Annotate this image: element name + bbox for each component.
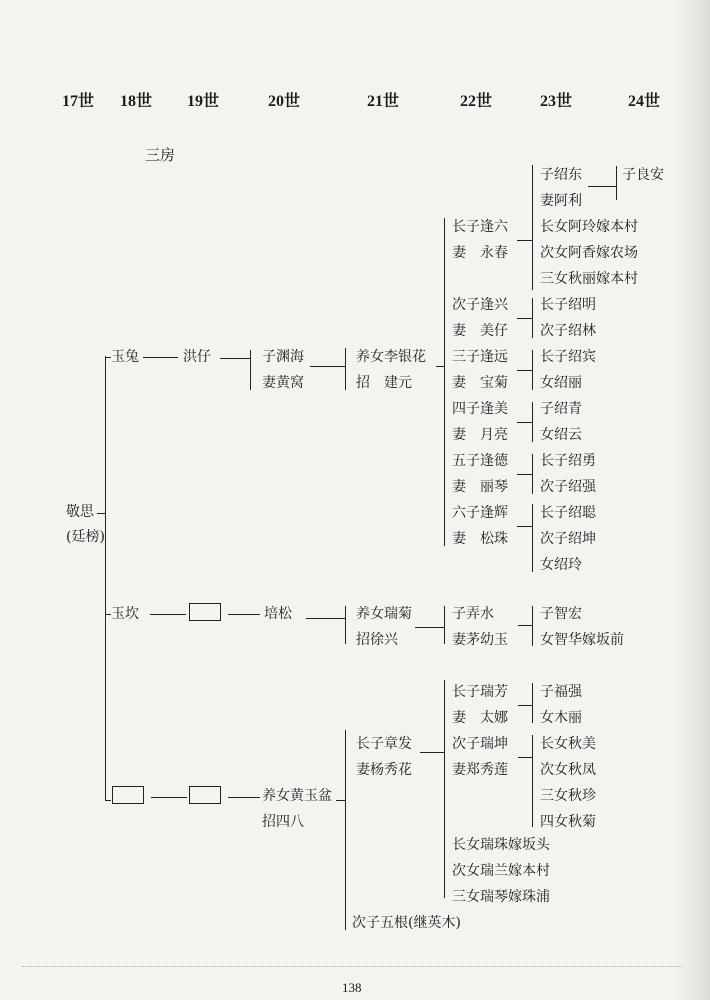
branch2-g22-wife: 妻茅幼玉 bbox=[452, 632, 508, 648]
b1-g23-s1-d1: 长女阿玲嫁本村 bbox=[540, 219, 638, 235]
branch3-stub bbox=[105, 800, 111, 801]
b1-g23-s4-b: 女绍云 bbox=[540, 427, 582, 443]
branch1-g21-husband: 招 建元 bbox=[356, 375, 412, 391]
branch1-g20-bracket bbox=[250, 350, 251, 390]
b1-son6: 六子逢辉 bbox=[452, 505, 508, 521]
b1-son1: 长子逢六 bbox=[452, 219, 508, 235]
b1-g23-s6-a: 长子绍聪 bbox=[540, 505, 596, 521]
branch1-line-19-20 bbox=[220, 358, 250, 359]
branch1-g18: 玉兔 bbox=[111, 349, 139, 365]
b1-g23-s3-b: 女绍丽 bbox=[540, 375, 582, 391]
branch2-line-20-21 bbox=[306, 618, 345, 619]
b3-son1-children-bracket bbox=[532, 683, 533, 723]
root-alias: (廷榜) bbox=[66, 529, 105, 545]
branch2-g23-son: 子智宏 bbox=[540, 606, 582, 622]
gen-24-label: 24世 bbox=[628, 93, 661, 110]
branch2-g22-bracket bbox=[444, 606, 445, 644]
page-binding-shadow bbox=[674, 0, 710, 1000]
branch3-line-20-21 bbox=[336, 800, 345, 801]
gen-20-label: 20世 bbox=[268, 93, 301, 110]
branch1-g20-son: 子渊海 bbox=[262, 349, 304, 365]
b1-son4-wife: 妻 月亮 bbox=[452, 427, 508, 443]
branch1-g21-daughter: 养女李银花 bbox=[356, 349, 426, 365]
b1-son3-children-bracket bbox=[532, 350, 533, 390]
branch3-g18-blank-box bbox=[112, 786, 144, 804]
gen-17-label: 17世 bbox=[62, 93, 95, 110]
b1-son5-connector bbox=[517, 474, 532, 475]
branch2-g19-blank-box bbox=[189, 603, 221, 621]
b1-g23-s6-c: 女绍玲 bbox=[540, 557, 582, 573]
page-number: 138 bbox=[342, 980, 362, 995]
branch3-g22-bracket bbox=[444, 680, 445, 898]
root-vertical-line bbox=[105, 356, 106, 801]
b1-son4: 四子逢美 bbox=[452, 401, 508, 417]
branch3-g21-bracket bbox=[345, 730, 346, 930]
b3-g23-d: 次女秋凤 bbox=[540, 762, 596, 778]
b3-g23-f: 四女秋菊 bbox=[540, 814, 596, 830]
branch-title: 三房 bbox=[145, 146, 176, 164]
branch2-g21-daughter: 养女瑞菊 bbox=[356, 606, 412, 622]
b1-son3-wife: 妻 宝菊 bbox=[452, 375, 508, 391]
branch1-g20-wife: 妻黄窝 bbox=[262, 375, 304, 391]
b3-g23-e: 三女秋珍 bbox=[540, 788, 596, 804]
b1-g23-s5-b: 次子绍强 bbox=[540, 479, 596, 495]
branch2-g23-bracket bbox=[532, 606, 533, 646]
b1-g23-24-connector bbox=[588, 186, 616, 187]
branch2-line-18-19 bbox=[150, 614, 186, 615]
b1-son2: 次子逢兴 bbox=[452, 297, 508, 313]
b3-g23-b: 女木丽 bbox=[540, 710, 582, 726]
b3-son2-connector bbox=[518, 757, 532, 758]
branch1-line-18-19 bbox=[143, 357, 178, 358]
branch2-g22-son: 子弄水 bbox=[452, 606, 494, 622]
root-connector bbox=[97, 513, 105, 514]
b3-g22-daughter2: 次女瑞兰嫁本村 bbox=[452, 863, 550, 879]
gen-19-label: 19世 bbox=[187, 93, 220, 110]
b1-son2-children-bracket bbox=[532, 298, 533, 338]
b1-son5-wife: 妻 丽琴 bbox=[452, 479, 508, 495]
b3-g22-son2: 次子瑞坤 bbox=[452, 736, 508, 752]
b1-son5: 五子逢德 bbox=[452, 453, 508, 469]
branch3-line-19-20 bbox=[228, 797, 260, 798]
branch2-g18: 玉坎 bbox=[111, 606, 139, 622]
branch1-g19: 洪仔 bbox=[183, 349, 211, 365]
gen-23-label: 23世 bbox=[540, 93, 573, 110]
b3-g22-son1-wife: 妻 太娜 bbox=[452, 710, 508, 726]
b3-g23-a: 子福强 bbox=[540, 684, 582, 700]
branch1-line-20-21 bbox=[310, 366, 345, 367]
b3-g22-son1: 长子瑞芳 bbox=[452, 684, 508, 700]
branch3-g19-blank-box bbox=[189, 786, 221, 804]
branch1-g21-bracket bbox=[345, 348, 346, 390]
b1-son2-wife: 妻 美仔 bbox=[452, 323, 508, 339]
gen-22-label: 22世 bbox=[460, 93, 493, 110]
branch3-g21-son1: 长子章发 bbox=[356, 736, 412, 752]
b1-g23-s3-a: 长子绍宾 bbox=[540, 349, 596, 365]
branch3-line-18-19 bbox=[151, 797, 187, 798]
gen-18-label: 18世 bbox=[120, 93, 153, 110]
b1-son2-connector bbox=[517, 318, 532, 319]
b1-g23-s1-d2: 次女阿香嫁农场 bbox=[540, 245, 638, 261]
branch3-g20-daughter: 养女黄玉盆 bbox=[262, 788, 332, 804]
b1-g24-bracket bbox=[616, 166, 617, 200]
b1-g23-s2-b: 次子绍林 bbox=[540, 323, 596, 339]
b1-g23-s4-a: 子绍青 bbox=[540, 401, 582, 417]
branch2-line-19-20 bbox=[228, 614, 260, 615]
scan-dotted-line bbox=[22, 966, 682, 967]
b1-son4-children-bracket bbox=[532, 402, 533, 442]
branch2-g20: 培松 bbox=[264, 606, 292, 622]
b1-son3-connector bbox=[517, 370, 532, 371]
branch3-g21-son2: 次子五根(继英木) bbox=[352, 915, 461, 931]
b1-son1-wife: 妻 永春 bbox=[452, 245, 508, 261]
b1-g23-s1-son: 子绍东 bbox=[540, 167, 582, 183]
branch3-g20-husband: 招四八 bbox=[262, 814, 304, 830]
b1-g23-s5-a: 长子绍勇 bbox=[540, 453, 596, 469]
b3-g22-daughter1: 长女瑞珠嫁坂头 bbox=[452, 837, 550, 853]
root-name: 敬思 bbox=[66, 504, 94, 520]
branch1-g22-bracket bbox=[444, 218, 445, 546]
branch2-line-21-22 bbox=[415, 627, 444, 628]
branch3-g21-son1-wife: 妻杨秀花 bbox=[356, 762, 412, 778]
b3-son1-connector bbox=[518, 705, 532, 706]
b3-son2-children-bracket bbox=[532, 735, 533, 827]
b3-g23-c: 长女秋美 bbox=[540, 736, 596, 752]
b1-g24-son: 子良安 bbox=[622, 167, 664, 183]
b1-son4-connector bbox=[517, 422, 532, 423]
b1-son6-children-bracket bbox=[532, 504, 533, 572]
b1-son1-children-bracket bbox=[532, 165, 533, 290]
b1-son5-children-bracket bbox=[532, 454, 533, 494]
b1-g23-s2-a: 长子绍明 bbox=[540, 297, 596, 313]
branch2-g21-husband: 招徐兴 bbox=[356, 632, 398, 648]
b1-son3: 三子逢远 bbox=[452, 349, 508, 365]
branch3-line-21-22 bbox=[420, 752, 444, 753]
b1-g23-s1-d3: 三女秋丽嫁本村 bbox=[540, 271, 638, 287]
b1-son6-connector bbox=[517, 526, 532, 527]
b1-g23-s1-wife: 妻阿利 bbox=[540, 193, 582, 209]
b1-g23-s6-b: 次子绍坤 bbox=[540, 531, 596, 547]
b3-g22-son2-wife: 妻郑秀莲 bbox=[452, 762, 508, 778]
branch2-g23-daughter: 女智华嫁坂前 bbox=[540, 632, 624, 648]
branch2-g21-bracket bbox=[345, 606, 346, 644]
gen-21-label: 21世 bbox=[367, 93, 400, 110]
branch2-line-22-23 bbox=[518, 625, 532, 626]
branch1-line-21-22 bbox=[436, 366, 444, 367]
b3-g22-daughter3: 三女瑞琴嫁珠浦 bbox=[452, 889, 550, 905]
b1-son6-wife: 妻 松珠 bbox=[452, 531, 508, 547]
b1-son1-connector bbox=[517, 240, 532, 241]
